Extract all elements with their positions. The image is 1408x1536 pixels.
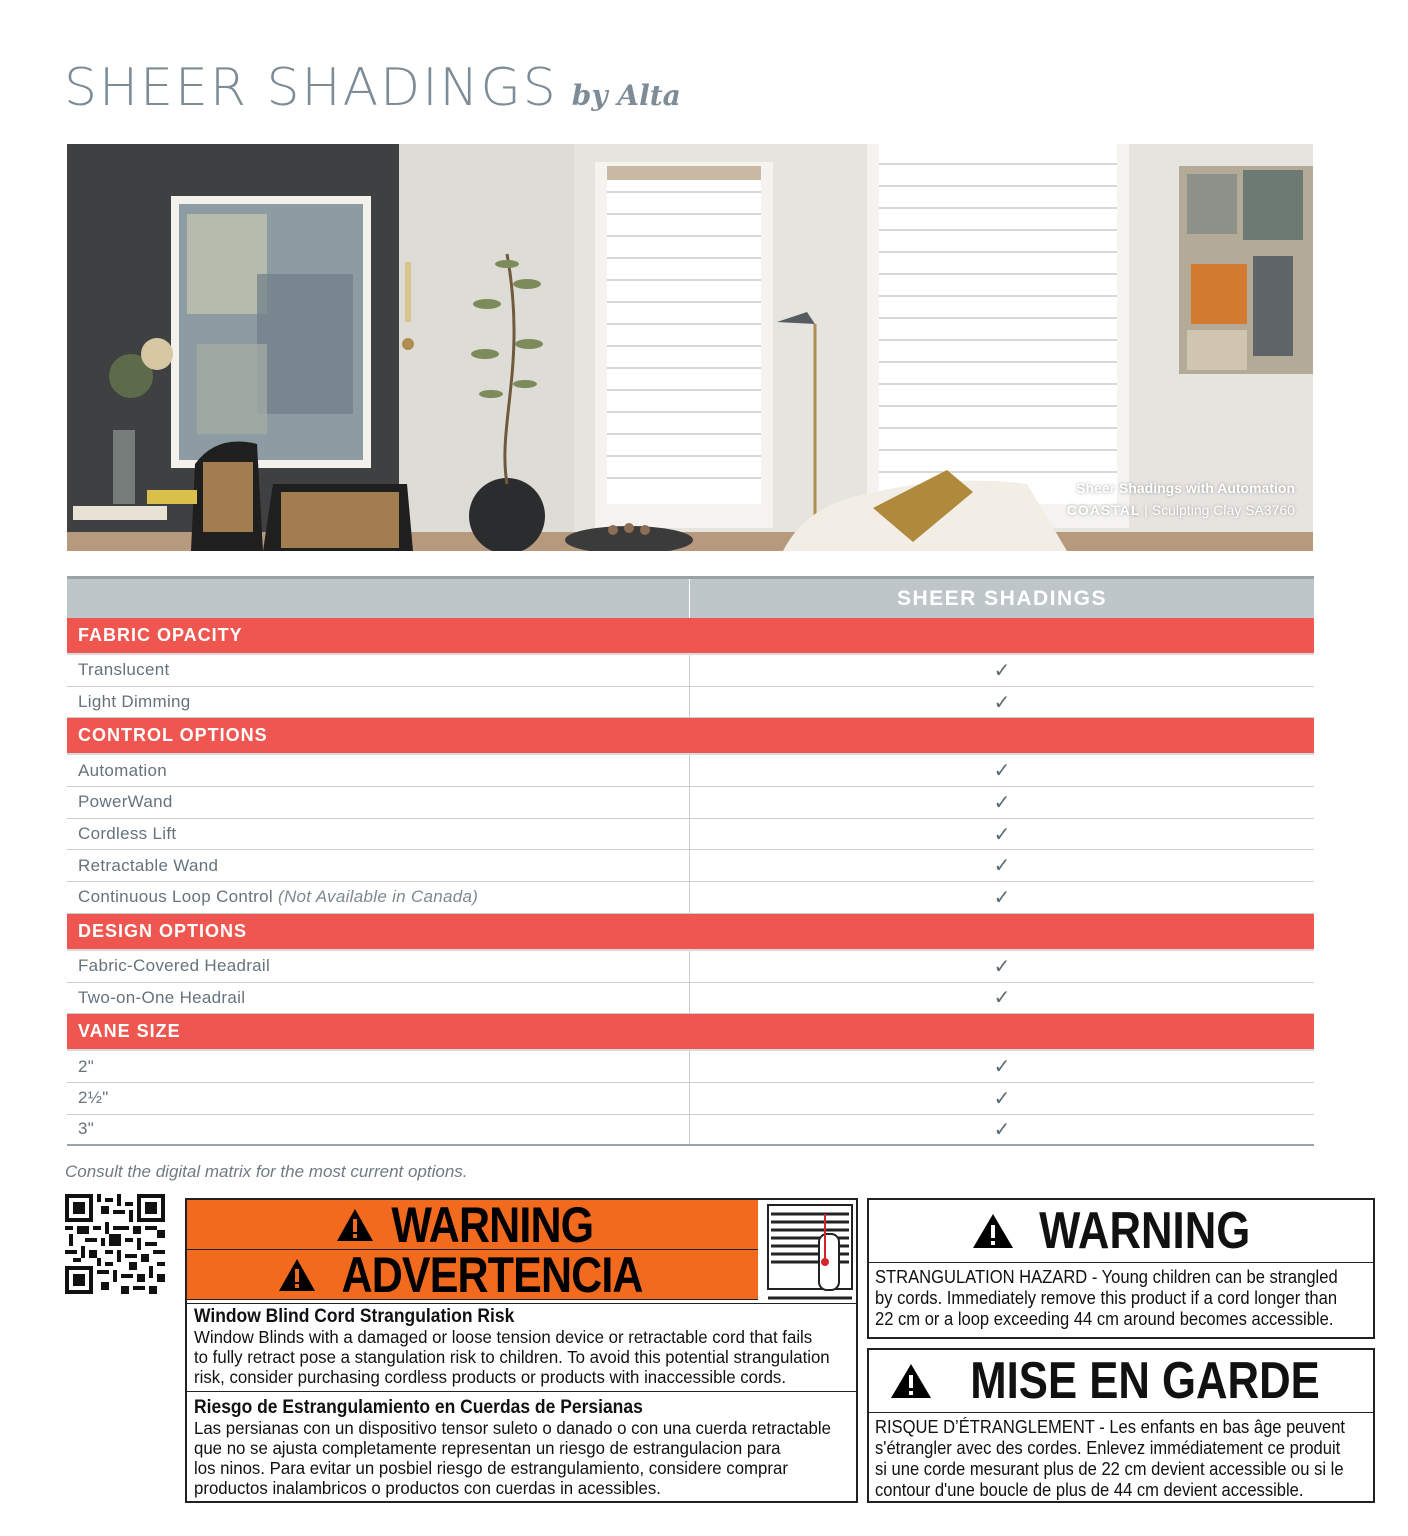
warning-body [869,1263,1373,1330]
table-row [67,819,1314,851]
table-row [67,850,1314,882]
blind-cord-pictogram-icon [767,1204,853,1300]
photo-caption [1067,477,1295,521]
warning-spanish-line: que no se ajusta completamente representan un riesgo de estrangulacion para [194,1438,781,1458]
warning-english-line: to fully retract pose a stangulation risk to children. To avoid this potential strangulation [194,1347,830,1367]
divider [187,1391,856,1392]
warning-line: 22 cm or a loop exceeding 44 cm around becomes accessible. [875,1309,1334,1329]
warning-banners [187,1196,758,1303]
row-label: Continuous Loop Control [78,887,273,907]
room-photo [67,144,1313,551]
row-label: Translucent [67,655,690,686]
divider [187,1303,856,1304]
consult-note: Consult the digital matrix for the most current options. [65,1162,468,1181]
warning-banner-es-text: ADVERTENCIA [341,1246,644,1303]
warning-english-section [194,1306,854,1387]
section-vane-size: VANE SIZE [67,1014,1314,1051]
warning-line: contour d'une boucle de plus de 44 cm devient accessible. [875,1480,1304,1500]
strangulation-warning-fr [867,1348,1375,1503]
strangulation-warning-en [867,1198,1375,1339]
warning-line: si une corde mesurant plus de 22 cm devient accessible ou si le [875,1459,1344,1479]
check-icon: ✓ [993,760,1011,783]
warning-triangle-icon [971,1211,1015,1251]
check-icon: ✓ [993,659,1011,682]
table-row [67,951,1314,983]
check-icon: ✓ [993,1087,1011,1110]
check-icon: ✓ [993,1118,1011,1141]
row-label: Two-on-One Headrail [67,983,690,1014]
check-icon: ✓ [993,823,1011,846]
warning-title [869,1200,1373,1263]
warning-line: s'étrangler avec des cordes. Enlevez immédiatement ce produit [875,1438,1341,1458]
caption-color: Sculpting Clay SA3760 [1151,502,1295,518]
caption-title: Sheer Shadings with Automation [1076,480,1295,496]
section-control-options: CONTROL OPTIONS [67,718,1314,755]
warning-banner-en-text: WARNING [391,1196,594,1253]
warning-triangle-icon [889,1361,933,1401]
caption-separator: | [1140,502,1152,518]
check-icon: ✓ [993,691,1011,714]
table-row [67,687,1314,719]
matrix-header [67,576,1314,618]
row-label: Light Dimming [67,687,690,718]
row-label: 3" [67,1115,690,1145]
warning-title [869,1350,1373,1413]
row-label: Cordless Lift [67,819,690,850]
warning-title-text: WARNING [1039,1202,1251,1260]
warning-title-text: MISE EN GARDE [970,1352,1320,1410]
check-icon: ✓ [993,1056,1011,1079]
warning-spanish-line: productos inalambricos o productos con cuerdas in acessibles. [194,1478,661,1498]
table-row [67,882,1314,914]
section-design-options: DESIGN OPTIONS [67,914,1314,951]
check-icon: ✓ [993,886,1011,909]
table-row [67,1083,1314,1115]
row-label: Automation [67,755,690,786]
table-row [67,983,1314,1015]
row-label: 2½" [67,1083,690,1114]
warning-line: RISQUE D’ÉTRANGLEMENT - Les enfants en bas âge peuvent [875,1417,1346,1437]
warning-triangle-icon [335,1207,375,1243]
row-label-cell [67,882,690,913]
qr-code-icon[interactable] [65,1194,165,1294]
cord-warning-label [185,1198,858,1503]
title-main: SHEER SHADINGS [64,58,558,118]
warning-english-line: Window Blinds with a damaged or loose tension device or retractable cord that fails [194,1327,813,1347]
check-icon: ✓ [993,791,1011,814]
row-label: 2" [67,1051,690,1082]
row-label: Retractable Wand [67,850,690,881]
warning-spanish-section [194,1397,854,1498]
table-row [67,755,1314,787]
section-fabric-opacity: FABRIC OPACITY [67,618,1314,655]
title-brand: by Alta [571,79,681,112]
matrix-header-blank [67,579,690,618]
warning-banner-en [187,1196,758,1253]
warning-spanish-line: los ninos. Para evitar un posbiel riesgo de estrangulamiento, considere comprar [194,1458,788,1478]
warning-triangle-icon [277,1257,317,1293]
table-row [67,1051,1314,1083]
warning-spanish-line: Las persianas con un dispositivo tensor suleto o danado o con una cuerda retractable [194,1418,831,1438]
warning-spanish-heading: Riesgo de Estrangulamiento en Cuerdas de Persianas [194,1397,643,1418]
warning-english-heading: Window Blind Cord Strangulation Risk [194,1306,515,1327]
caption-brand: COASTAL [1066,502,1141,518]
warning-banner-es [187,1246,758,1303]
warning-line: by cords. Immediately remove this product if a cord longer than [875,1288,1338,1308]
warning-line: STRANGULATION HAZARD - Young children can be strangled [875,1267,1338,1287]
check-icon: ✓ [993,987,1011,1010]
row-label: Fabric-Covered Headrail [67,951,690,982]
warning-spanish-text [194,1418,831,1498]
check-icon: ✓ [993,855,1011,878]
matrix-column-header: SHEER SHADINGS [896,586,1108,610]
feature-matrix [67,576,1314,1146]
table-row [67,787,1314,819]
row-label: PowerWand [67,787,690,818]
warning-english-text [194,1327,828,1387]
caption-detail [1067,499,1295,521]
row-note: (Not Available in Canada) [277,887,479,907]
check-icon: ✓ [993,955,1011,978]
table-row [67,655,1314,687]
warning-english-line: risk, consider purchasing cordless products or products with inaccessible cords. [194,1367,787,1387]
table-row [67,1115,1314,1147]
warning-body [869,1413,1373,1501]
page-title [64,58,681,122]
